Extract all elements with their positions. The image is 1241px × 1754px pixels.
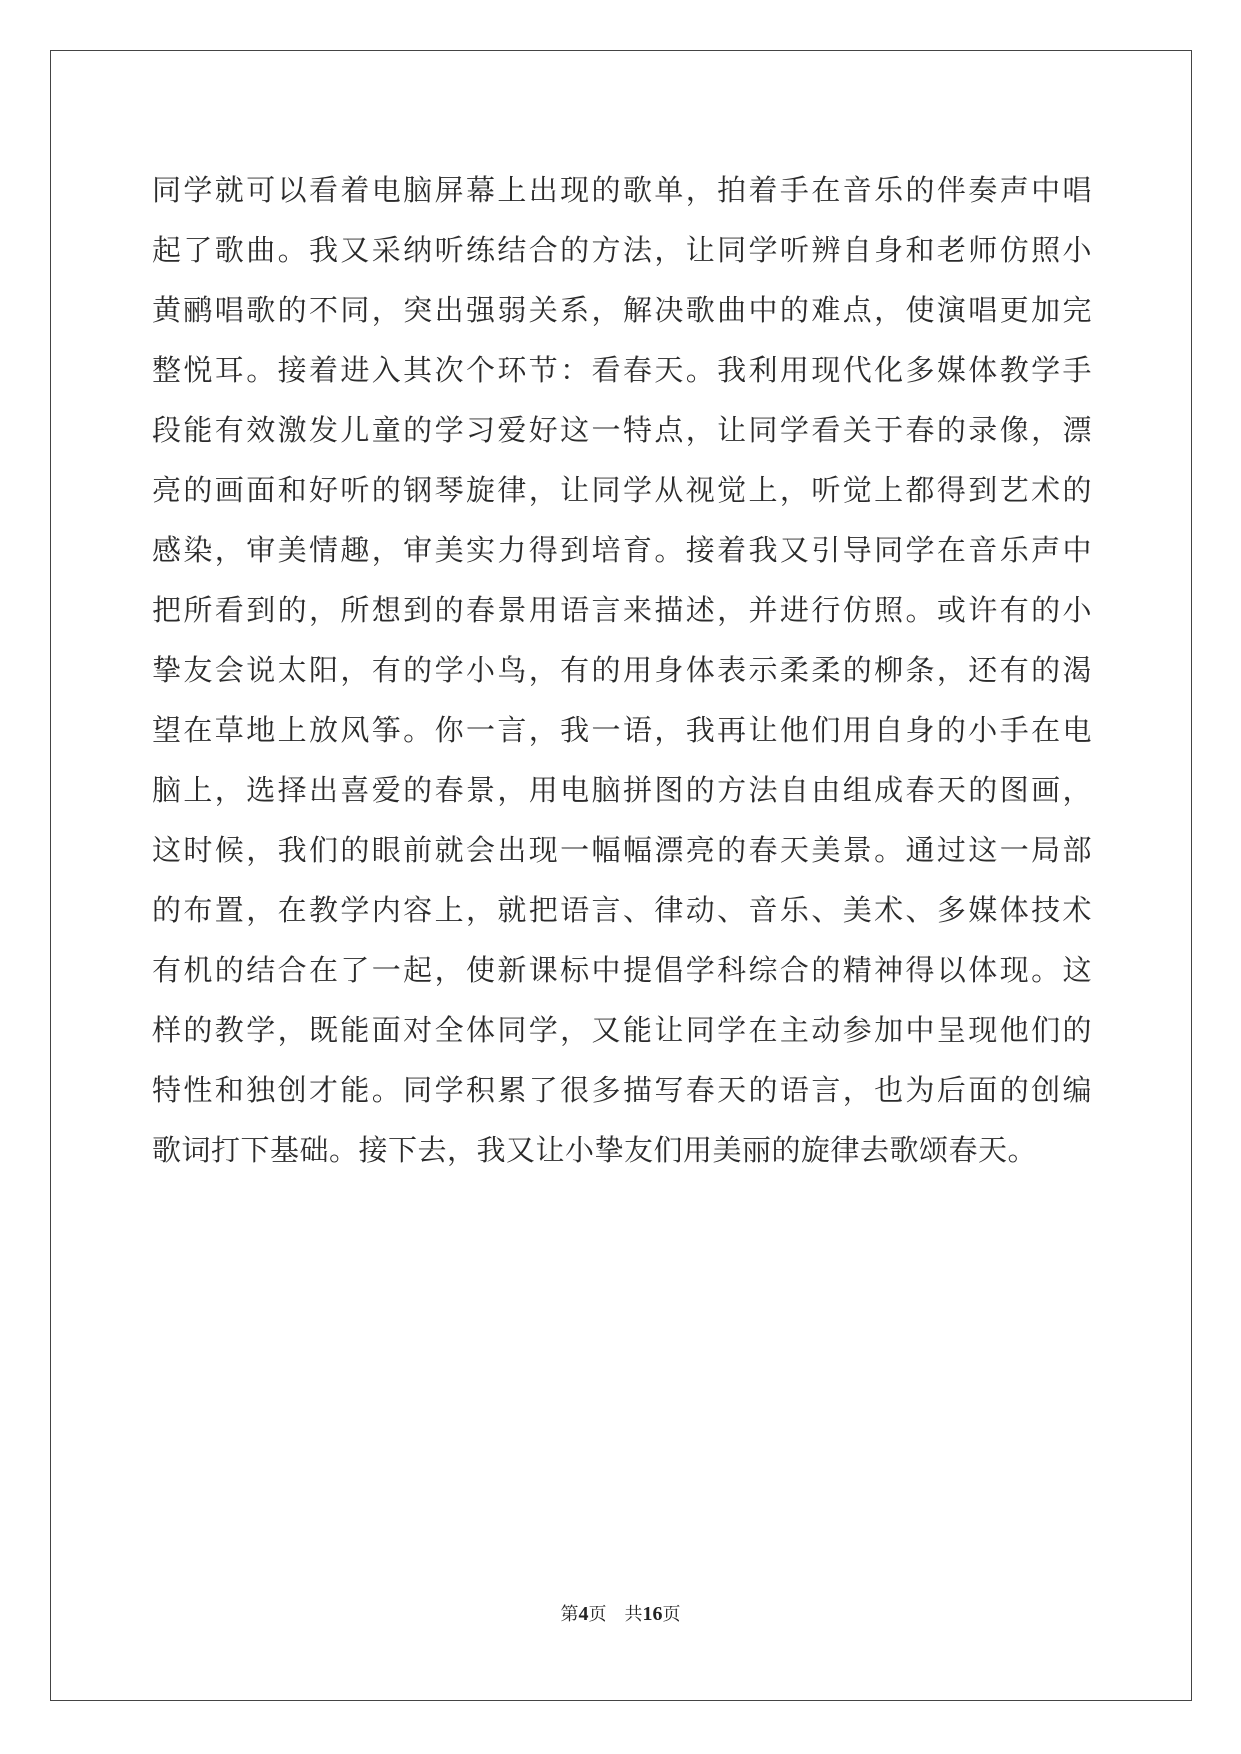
text-line: 这时候，我们的眼前就会出现一幅幅漂亮的春天美景。通过这一局部 — [152, 833, 1092, 867]
text-line: 亮的画面和好听的钢琴旋律，让同学从视觉上，听觉上都得到艺术的 — [152, 473, 1092, 507]
text-line: 起了歌曲。我又采纳听练结合的方法，让同学听辨自身和老师仿照小 — [152, 233, 1092, 267]
text-line: 特性和独创才能。同学积累了很多描写春天的语言，也为后面的创编 — [152, 1073, 1092, 1107]
text-line: 段能有效激发儿童的学习爱好这一特点，让同学看关于春的录像，漂 — [152, 413, 1092, 447]
page-prefix: 第 — [560, 1604, 579, 1625]
text-line: 黄鹂唱歌的不同，突出强弱关系，解决歌曲中的难点，使演唱更加完 — [152, 293, 1092, 327]
page-footer — [0, 1600, 1241, 1626]
text-line: 感染，审美情趣，审美实力得到培育。接着我又引导同学在音乐声中 — [152, 533, 1092, 567]
page-suffix: 页 — [588, 1604, 607, 1625]
total-suffix: 页 — [662, 1604, 681, 1625]
text-line: 脑上，选择出喜爱的春景，用电脑拼图的方法自由组成春天的图画， — [152, 773, 1092, 807]
text-line: 同学就可以看着电脑屏幕上出现的歌单，拍着手在音乐的伴奏声中唱 — [152, 173, 1092, 207]
text-line: 整悦耳。接着进入其次个环节：看春天。我利用现代化多媒体教学手 — [152, 353, 1092, 387]
total-pages: 16 — [642, 1603, 663, 1625]
text-line: 挚友会说太阳，有的学小鸟，有的用身体表示柔柔的柳条，还有的渴 — [152, 653, 1092, 687]
text-line: 歌词打下基础。接下去，我又让小挚友们用美丽的旋律去歌颂春天。 — [152, 1133, 1038, 1167]
text-line: 把所看到的，所想到的春景用语言来描述，并进行仿照。或许有的小 — [152, 593, 1092, 627]
document-body — [152, 160, 1092, 1180]
page-number: 4 — [578, 1603, 589, 1625]
text-line: 有机的结合在了一起，使新课标中提倡学科综合的精神得以体现。这 — [152, 953, 1092, 987]
text-line: 望在草地上放风筝。你一言，我一语，我再让他们用自身的小手在电 — [152, 713, 1092, 747]
total-prefix: 共 — [624, 1604, 643, 1625]
text-line: 的布置，在教学内容上，就把语言、律动、音乐、美术、多媒体技术 — [152, 893, 1092, 927]
text-line: 样的教学，既能面对全体同学，又能让同学在主动参加中呈现他们的 — [152, 1013, 1092, 1047]
